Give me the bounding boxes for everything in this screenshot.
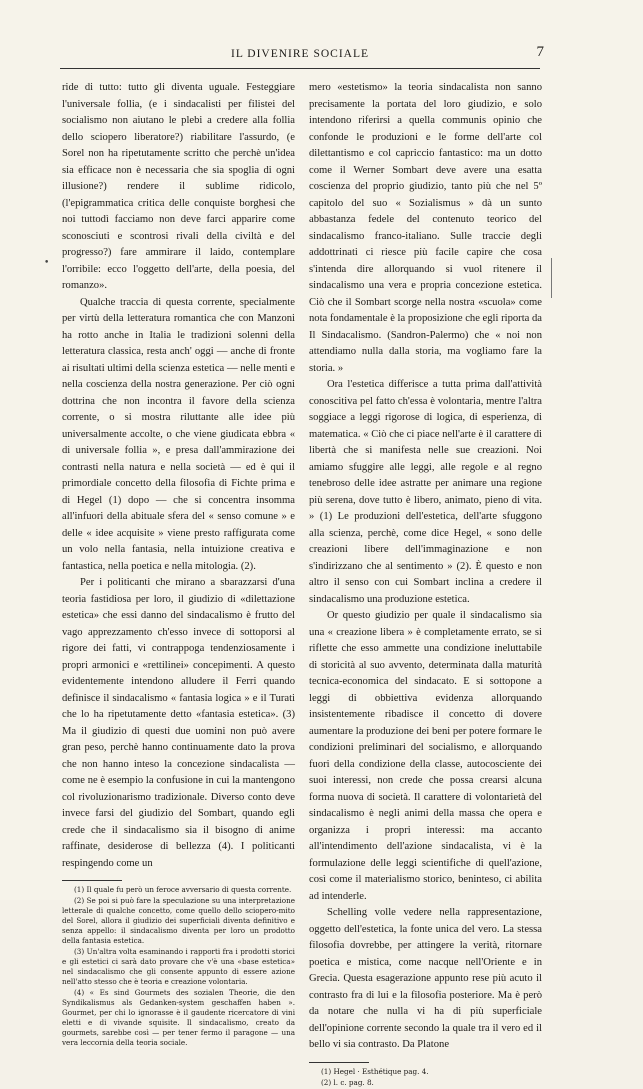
right-column (309, 80, 542, 1089)
footnote: (1) Hegel · Esthétique pag. 4. (321, 1066, 429, 1076)
paragraph: Qualche traccia di questa corrente, specialmente per virtù della letteratura romantica che con Manzoni ha rotto anche in Italia le tradizioni solenni della letteratura classica, resta anch' oggi — anche di fronte ai risultati ultimi della scienza estetica — nelle menti e nella coscienza della nostra generazione. Per ciò ogni dottrina che non incontra il favore della scienza corrente, o si mostra riluttante alle idee più universalmente accolte, o che viene giudicata ebbra « di universale follia », e presa dall'ammirazione dei contrasti nella natura e nella società — ed è qui il primordiale concetto della filosofia di Fichte prima e di Hegel (1) dopo — che si concentra insomma all'infuori della abituale sfera del « senso comune » e delle « idee acquisite » viene presto raffigurata come un volo nella fantasia, nella intuizione creativa e fantastica, nella poetica e nella mitologia. (2). (62, 296, 295, 572)
running-header (60, 44, 544, 68)
page-number: 7 (536, 44, 544, 60)
footnote: (3) Un'altra volta esaminando i rapporti fra i prodotti storici e gli estetici ci sarà dato provare che v'è una «base estetica» nel sindacalismo che gli consente appunto di essere azione nell'atto stesso che è teoria e creazione volontaria. (62, 947, 295, 986)
footnote-rule (309, 1062, 369, 1063)
paragraph: Ora l'estetica differisce a tutta prima dall'attività conoscitiva pel fatto ch'essa è volontaria, mentre l'altra soggiace a leggi rigorose di logica, di esperienza, di matematica. « Ciò che ci piace nell'arte è il carattere di libertà che si manifesta nelle sue creazioni. Noi amiamo sfuggire alle leggi, alle regole e al regno tenebroso delle idee astratte per animare una regione più serena, dove tutto è libero, animato, pieno di vita. » (1) Le produzioni dell'estetica, dell'arte sfuggono alla scienza, perchè, come dice Hegel, « sono delle creazioni libere dell'immaginazione e non s'indirizzano che al sentimento » (2). È questo e non altro il senso con cui Sombart inclina a credere il sindacalismo una produzione estetica. (309, 379, 542, 605)
paragraph: ride di tutto: tutto gli diventa uguale. Festeggiare l'universale follia, (e i sindacalisti per filistei del socialismo non aiutano le plebi a credere alla follia dello sciopero liberatore?) riabilitare l'assurdo, (e Sorel non ha ripetutamente scritto che perchè un'idea sia efficace non è necessaria che sia spoglia di ogni illusione?) rendere il sublime ridicolo, (l'epigrammatica critica delle conquiste borghesi che noi tuttodì facciamo non deve farci apparire come sconosciuti e scontrosi rivali della civiltà e del progresso?) fare ammirare il laido, contemplare l'orribile: ecco l'oggetto dell'arte, della poesia, del romanzo». (62, 82, 295, 291)
footnote: (2) l. c. pag. 8. (321, 1077, 374, 1087)
footnote: (2) Se poi si può fare la speculazione su una interpretazione letterale di qualche concetto, come quello dello sciopero-mito del Sorel, allora il giudizio dei superficiali diventa definitivo e senza appello: il sindacalismo diventa per loro un prodotto della fantasia estetica. (62, 896, 295, 945)
footnote-rule (62, 880, 122, 881)
footnotes (62, 885, 295, 1048)
journal-title: IL DIVENIRE SOCIALE (230, 48, 370, 60)
paragraph: Or questo giudizio per quale il sindacalismo sia una « creazione libera » è completamente errato, se si riflette che esso ammette una condizione ineluttabile di storicità al suo avvento, determinata dalla maturità tecnica-economica del sindacato. E si sottopone a leggi di obbiettiva evidenza allorquando insistentemente ribadisce il concetto di dovere aumentare la produzione dei beni per potere formare le condizioni preliminari del socialismo, e allorquando fuori della condizione della classe, autocosciente dei suoi interessi, non crede che possa crearsi alcuna forma nuova di società. Il carattere di volontarietà del sindacalismo è negli animi della massa che opera e organizza i propri interessi: ma accanto all'intendimento dell'azione sindacalista, vi è la formulazione delle leggi scientifiche di quell'azione, così come il materialismo storico, beninteso, ci abilita ad intenderle. (309, 610, 542, 902)
footnotes (309, 1067, 542, 1088)
footnote: (4) « Es sind Gourmets des sozialen Theorie, die den Syndikalismus als Gedanken-system geschaffen haben ». Gourmet, per chi lo ignorasse è il gaudente ricercatore di vini eletti e di vivande squisite. Il sindacalismo, creato da gourmets, sarebbe così — per tener fermo il paragone — una vera leccornia della teoria sociale. (62, 988, 295, 1047)
left-column (62, 80, 295, 1049)
header-rule (60, 68, 540, 69)
footnote: (1) Il quale fu però un feroce avversario di questa corrente. (74, 885, 292, 894)
paragraph: mero «estetismo» la teoria sindacalista non sanno precisamente la portata del loro giudizio, e solo intendono riferirsi a quella communis opinio che confonde le produzioni e le forme dell'arte col dilettantismo e col capriccio fantastico: ma un dotto come il Werner Sombart deve avere una esatta coscienza del proprio giudizio, tanto più che nel 5º capitolo del suo « Sozialismus » dà un sunto abbastanza fedele del contenuto teorico del sindacalismo franco-italiano. Sulle traccie degli addottrinati ci riesce più facile capire che cosa s'intenda dire allorquando si vuol ritenere il sindacalismo una vera e propria concezione estetica. Ciò che il Sombart scorge nella nostra «scuola» come nota fondamentale è la proposizione che egli riporta da Il Sindacalismo. (Sandron-Palermo) che « noi non attendiamo nulla dalla storia, ma vogliamo fare la storia. » (309, 82, 542, 374)
margin-ink-line (551, 258, 552, 298)
margin-bullet-mark: • (44, 258, 50, 268)
paragraph: Per i politicanti che mirano a sbarazzarsi d'una teoria fastidiosa per loro, il giudizio di «dilettazione estetica» che essi danno del sindacalismo è frutto del vago apprezzamento ch'esso invece di sottoporsi al rigore dei fatti, vi contrappoga tendenziosamente i propri armonici e «rettilinei» concepimenti. A questo evidentemente intendono alludere il Ferri quando definisce il sindacalismo « fantasia logica » e il Turati che lo ha ripetutamente detto «fantasia estetica». (3) Ma il giudizio di questi due uomini non può avere gran peso, perchè hanno continuamente dato la prova che non hanno inteso la concezione sindacalista — come ne è esempio la confusione in cui la mantengono col rivoluzionarismo tradizionale. Diverso conto deve invece farsi del giudizio del Sombart, quando egli crede che il sindacalismo sia il bisogno di anime raffinate, desiderose di bellezza (4). I politicanti respingendo come un (62, 577, 295, 869)
paragraph: Schelling volle vedere nella rappresentazione, oggetto dell'estetica, la fonte unica del vero. La stessa filosofia dovrebbe, per attingere la verità, ritornare poetica e mistica, come nacque nell'Oriente e in Grecia. Questa esagerazione appunto rese più acuto il contrasto fra di lui e la filosofia posteriore. Ma è però da notare che nulla vi ha di più superficiale dell'opinione corrente secondo la quale tra il vero ed il bello vi sia contrasto. Da Platone (309, 907, 542, 1050)
